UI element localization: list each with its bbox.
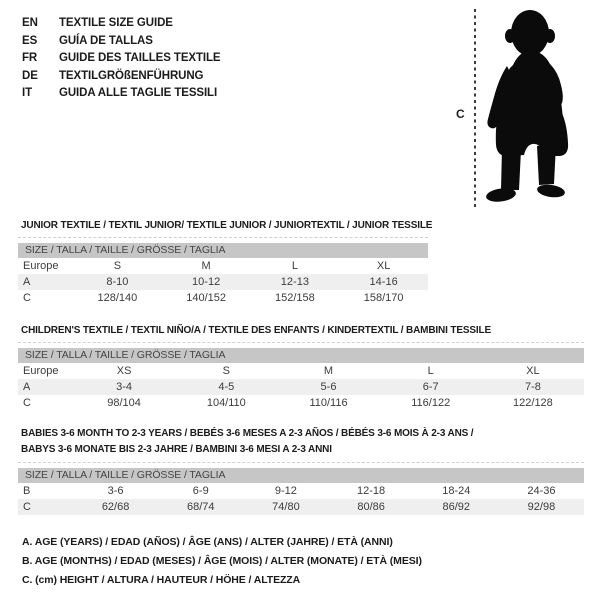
section-title: BABIES 3-6 MONTH TO 2-3 YEARS / BEBÉS 3-6 MESES A 2-3 AÑOS / BÉBÉS 3-6 MOIS À 2-3 ANS / <box>21 428 474 439</box>
language-code: ES <box>22 34 38 47</box>
size-value-cell: 128/140 <box>97 292 138 304</box>
row-label: C <box>23 501 31 513</box>
row-label: Europe <box>23 365 59 377</box>
section-title-block <box>18 324 584 337</box>
size-table-section <box>18 324 584 411</box>
size-table <box>18 237 428 306</box>
section-title-block <box>18 426 584 458</box>
legend-note: A. AGE (YEARS) / EDAD (AÑOS) / ÂGE (ANS) / ALTER (JAHRE) / ETÀ (ANNI) <box>22 536 393 548</box>
size-value-cell: 8-10 <box>106 276 129 288</box>
size-header-bar: SIZE / TALLA / TAILLE / GRÖSSE / TAGLIA <box>18 348 584 363</box>
size-value-cell: XS <box>116 365 132 377</box>
row-label: C <box>23 397 31 409</box>
row-label: A <box>23 276 31 288</box>
size-value-cell: 24-36 <box>527 485 556 497</box>
size-value-cell: 80/86 <box>357 501 385 513</box>
size-value-cell: S <box>222 365 230 377</box>
size-value-cell: L <box>291 260 298 272</box>
table-row <box>18 363 584 379</box>
size-value-cell: XL <box>526 365 540 377</box>
guide-title: TEXTILGRÖßENFÜHRUNG <box>59 69 204 82</box>
row-label: B <box>23 485 31 497</box>
language-row <box>22 15 221 33</box>
language-row <box>22 68 221 86</box>
size-value-cell: M <box>201 260 211 272</box>
size-value-cell: 12-13 <box>280 276 309 288</box>
size-value-cell: 18-24 <box>442 485 471 497</box>
size-table <box>18 462 584 515</box>
size-table <box>18 342 584 411</box>
table-row <box>18 290 428 306</box>
size-value-cell: 3-6 <box>107 485 124 497</box>
size-value-cell: M <box>323 365 334 377</box>
table-row <box>18 499 584 515</box>
size-header-bar: SIZE / TALLA / TAILLE / GRÖSSE / TAGLIA <box>18 243 428 258</box>
size-value-cell: 152/158 <box>274 292 315 304</box>
section-title: JUNIOR TEXTILE / TEXTIL JUNIOR/ TEXTILE JUNIOR / JUNIORTEXTIL / JUNIOR TESSILE <box>21 220 433 231</box>
guide-title: TEXTILE SIZE GUIDE <box>59 17 173 29</box>
language-code: DE <box>22 69 38 82</box>
guide-title: GUIDE DES TAILLES TEXTILE <box>59 52 221 64</box>
size-value-cell: 5-6 <box>320 381 337 393</box>
size-table-section <box>18 219 433 306</box>
size-value-cell: 74/80 <box>272 501 300 513</box>
section-title: CHILDREN'S TEXTILE / TEXTIL NIÑO/A / TEXTILE DES ENFANTS / KINDERTEXTIL / BAMBINI TESSILE <box>21 325 491 336</box>
guide-title: GUÍA DE TALLAS <box>59 34 153 47</box>
language-code: IT <box>22 87 33 99</box>
size-value-cell: 140/152 <box>186 292 226 304</box>
legend-note: C. (cm) HEIGHT / ALTURA / HAUTEUR / HÖHE / ALTEZZA <box>22 574 301 586</box>
size-value-cell: 62/68 <box>101 501 130 513</box>
size-value-cell: 10-12 <box>192 276 221 288</box>
size-value-cell: 86/92 <box>442 501 471 513</box>
legend-notes <box>22 533 422 590</box>
size-value-cell: 9-12 <box>274 485 297 497</box>
size-value-cell: L <box>427 365 434 377</box>
size-value-cell: 98/104 <box>107 397 141 409</box>
size-value-cell: 122/128 <box>513 397 553 409</box>
size-value-cell: 158/170 <box>363 292 404 304</box>
table-row <box>18 483 584 499</box>
section-title: BABYS 3-6 MONATE BIS 2-3 JAHRE / BAMBINI 3-6 MESI A 2-3 ANNI <box>21 444 332 455</box>
row-label: A <box>23 381 31 393</box>
row-label: Europe <box>23 260 59 272</box>
size-value-cell: 12-18 <box>357 485 386 497</box>
table-row <box>18 274 428 290</box>
size-value-cell: 6-7 <box>422 381 439 393</box>
guide-title: GUIDA ALLE TAGLIE TESSILI <box>59 87 218 99</box>
size-value-cell: 3-4 <box>116 381 133 393</box>
table-row <box>18 379 584 395</box>
language-row <box>22 50 221 68</box>
size-value-cell: XL <box>376 260 391 272</box>
height-measure-label: C <box>456 107 465 121</box>
size-value-cell: 7-8 <box>524 381 541 393</box>
size-value-cell: 92/98 <box>527 501 556 513</box>
toddler-silhouette-icon <box>455 5 585 210</box>
size-value-cell: 104/110 <box>206 397 246 409</box>
size-value-cell: 4-5 <box>218 381 235 393</box>
row-label: C <box>23 292 31 304</box>
size-header-bar: SIZE / TALLA / TAILLE / GRÖSSE / TAGLIA <box>18 468 584 483</box>
size-value-cell: S <box>113 260 122 272</box>
language-code: FR <box>22 52 38 64</box>
language-code: EN <box>22 17 38 29</box>
size-value-cell: 110/116 <box>309 397 348 409</box>
language-list <box>22 15 221 103</box>
section-title-block <box>18 219 433 232</box>
language-row <box>22 33 221 51</box>
table-row <box>18 395 584 411</box>
size-value-cell: 14-16 <box>369 276 398 288</box>
language-row <box>22 85 221 103</box>
size-value-cell: 116/122 <box>411 397 451 409</box>
size-value-cell: 68/74 <box>186 501 215 513</box>
table-row <box>18 258 428 274</box>
legend-note: B. AGE (MONTHS) / EDAD (MESES) / ÂGE (MOIS) / ALTER (MONATE) / ETÀ (MESI) <box>22 555 422 567</box>
size-value-cell: 6-9 <box>192 485 209 497</box>
size-table-section <box>18 426 584 515</box>
